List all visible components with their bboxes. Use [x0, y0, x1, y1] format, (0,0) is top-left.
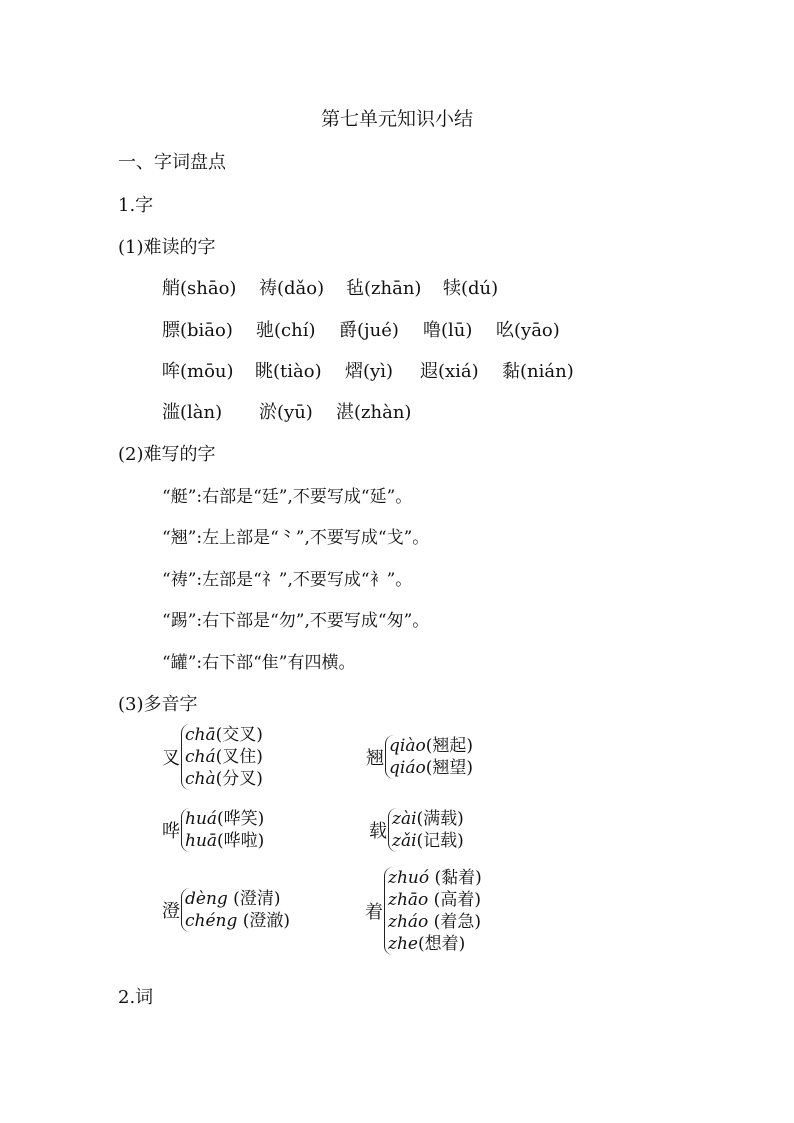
brace: huá(哗笑) huā(哗啦) [181, 808, 264, 852]
hard-read-item: 膘(biāo) [162, 320, 233, 341]
polyphone-group [365, 867, 482, 955]
sub-heading-polyphones: (3)多音字 [118, 694, 198, 715]
sub-heading-characters: 1.字 [118, 195, 154, 216]
polyphone-group [369, 808, 464, 852]
hard-write-item: “翘”:左上部是“⺀”,不要写成“戈”。 [162, 528, 430, 548]
sub-heading-words: 2.词 [118, 987, 154, 1008]
hard-read-item: 眺(tiào) [255, 361, 322, 382]
hard-read-item: 湛(zhàn) [336, 402, 412, 423]
hard-write-item: “祷”:左部是“礻”,不要写成“衤”。 [162, 570, 413, 590]
hard-write-item: “艇”:右部是“廷”,不要写成“延”。 [162, 487, 413, 507]
polyphone-char: 叉 [162, 748, 180, 769]
polyphone-group [162, 724, 263, 790]
hard-read-item: 祷(dǎo) [259, 278, 325, 299]
page-title: 第七单元知识小结 [320, 108, 473, 130]
brace: qiào(翘起) qiáo(翘望) [385, 735, 473, 779]
polyphone-group [162, 888, 290, 932]
polyphone-char: 着 [365, 902, 383, 923]
polyphone-char: 澄 [162, 901, 180, 922]
hard-read-item: 哞(mōu) [162, 361, 234, 382]
polyphone-group [162, 808, 264, 852]
hard-read-item: 黏(nián) [502, 361, 574, 382]
hard-read-item: 滥(làn) [162, 402, 223, 423]
brace: chā(交叉) chá(叉住) chà(分叉) [181, 724, 263, 790]
hard-read-item: 遐(xiá) [420, 361, 479, 382]
sub-heading-hard-write: (2)难写的字 [118, 444, 216, 465]
hard-read-item: 毡(zhān) [346, 278, 422, 299]
hard-write-item: “踢”:右下部是“勿”,不要写成“匆”。 [162, 611, 430, 631]
polyphone-char: 哗 [162, 821, 180, 842]
hard-read-item: 爵(jué) [339, 320, 399, 341]
hard-read-item: 吆(yāo) [496, 320, 560, 341]
hard-read-item: 驰(chí) [256, 320, 316, 341]
hard-read-item: 艄(shāo) [162, 278, 237, 299]
hard-read-item: 淤(yū) [259, 402, 313, 423]
sub-heading-hard-read: (1)难读的字 [118, 237, 216, 258]
section-heading: 一、字词盘点 [118, 152, 226, 173]
brace: dèng (澄清) chéng (澄澈) [181, 888, 290, 932]
hard-read-item: 犊(dú) [443, 278, 499, 299]
polyphone-char: 翘 [366, 748, 384, 769]
brace: zhuó (黏着) zhāo (高着) zháo (着急) zhe(想着) [384, 867, 482, 955]
polyphone-char: 载 [369, 821, 387, 842]
hard-write-item: “罐”:右下部“隹”有四横。 [162, 653, 356, 673]
polyphone-group [366, 735, 473, 779]
hard-read-item: 噜(lū) [423, 320, 473, 341]
brace: zài(满载) zǎi(记载) [388, 808, 464, 852]
hard-read-item: 熠(yì) [345, 361, 393, 382]
